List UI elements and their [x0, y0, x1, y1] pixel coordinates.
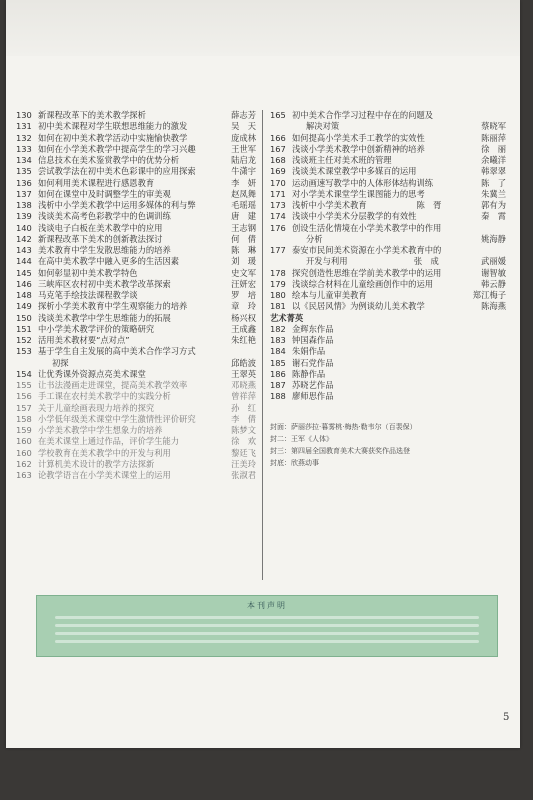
article-title-line: 美术教育中学生发散思维能力的培养 [38, 245, 171, 255]
toc-entry [270, 110, 506, 133]
toc-left-column [16, 110, 256, 481]
article-title-line: 浅谈美术高考色彩教学中的色调训练 [38, 211, 171, 222]
toc-entry [16, 380, 256, 391]
toc-entry [16, 189, 256, 200]
page-ref: 169 [270, 166, 286, 177]
article-title [292, 166, 481, 177]
article-title-line: 让书法漫画走进课堂，提高美术教学效率 [38, 380, 188, 390]
author: 陈 了 [481, 177, 506, 188]
author: 朱冀兰 [481, 188, 506, 199]
article-title [292, 369, 506, 380]
article-title-line: 开发与利用 张 成 [306, 256, 439, 267]
page-ref: 180 [270, 290, 286, 300]
toc-entry [16, 144, 256, 155]
article-title [292, 279, 481, 290]
author: 秦 霄 [481, 211, 506, 222]
article-title [292, 358, 506, 369]
notice-text-line [55, 624, 479, 627]
page-ref: 184 [270, 346, 286, 357]
article-title-line: 在美术课堂上通过作品，评价学生能力 [38, 436, 180, 447]
toc-entry [270, 133, 506, 144]
page-ref: 162 [16, 458, 32, 469]
author: 刘 瑗 [231, 256, 256, 267]
column-divider [262, 110, 263, 580]
article-title-line: 关于儿童绘画表现力培养的探究 [38, 402, 155, 413]
author: 徐 丽 [481, 143, 506, 154]
article-title-line: 新课程改革下的美术教学探析 [38, 110, 146, 120]
article-title-line: 浅析中小学美术教育 陈 胥 [292, 200, 442, 210]
article-title [292, 346, 506, 357]
toc-entry [270, 369, 506, 380]
article-title-line: 解决对策 [306, 121, 340, 132]
article-title-line: 三峡库区农村初中美术教学改革探索 [38, 278, 171, 289]
article-title [38, 256, 231, 267]
toc-entry [16, 290, 256, 301]
article-title [38, 144, 231, 155]
article-title [38, 200, 231, 211]
toc-entry [16, 245, 256, 256]
author: 陈梦文 [231, 425, 256, 435]
author: 邓晓燕 [231, 380, 256, 390]
author: 朱红艳 [231, 335, 256, 345]
article-title [292, 110, 481, 133]
article-title-line: 探析小学美术教育中学生观察能力的培养 [38, 301, 188, 312]
page-ref: 186 [270, 368, 286, 379]
toc-entry [16, 425, 256, 436]
article-title-line: 浅谈美术教学中学生思维能力的拓展 [38, 312, 171, 323]
article-title [38, 290, 231, 301]
author: 薛志芳 [231, 110, 256, 120]
author: 孙 红 [231, 402, 256, 413]
article-title [38, 178, 231, 189]
toc-entry [16, 391, 256, 402]
article-title-line: 浅谈综合材料在儿童绘画创作中的运用 [292, 278, 434, 289]
page-ref: 187 [270, 380, 286, 390]
toc-entry [16, 459, 256, 470]
article-title [292, 178, 481, 189]
toc-entry [270, 324, 506, 335]
cover-credits [270, 421, 506, 469]
toc-entry [16, 335, 256, 346]
article-title [292, 200, 481, 211]
article-title [38, 459, 231, 470]
toc-entry [270, 335, 506, 346]
page-ref: 143 [16, 245, 32, 255]
article-title-line: 论教学语言在小学美术课堂上的运用 [38, 470, 171, 480]
author: 李 妍 [231, 177, 256, 188]
page-ref: 181 [270, 301, 286, 312]
article-title-line: 浅谈班主任对美术班的管理 [292, 155, 392, 165]
article-title-line: 学校教育在美术教学中的开发与利用 [38, 447, 171, 458]
article-title [38, 436, 231, 447]
artwork-list [270, 324, 506, 403]
toc-entry [270, 144, 506, 155]
page-ref: 137 [16, 188, 32, 199]
article-title [292, 223, 481, 246]
page-ref: 179 [270, 278, 286, 289]
page-ref: 165 [270, 110, 286, 120]
article-title-line: 泰安市民间美术资源在小学美术教育中的 [292, 245, 442, 255]
article-title-line: 浅析中小学美术教学中运用多媒体的利与弊 [38, 200, 196, 210]
article-title [292, 324, 506, 335]
article-title-line: 如何利用美术课程进行感恩教育 [38, 177, 155, 188]
article-title-line: 马克笔手绘技法课程教学谈 [38, 290, 138, 300]
toc-entry [16, 324, 256, 335]
page-ref: 185 [270, 357, 286, 368]
article-title-line: 让优秀课外资源点亮美术课堂 [38, 368, 146, 379]
toc-entry [270, 346, 506, 357]
toc-entry [16, 436, 256, 447]
article-title-line: 如何在小学美术教学中提高学生的学习兴趣 [38, 143, 196, 154]
page-ref: 156 [16, 391, 32, 402]
page-ref: 133 [16, 143, 32, 154]
article-title-line: 以《民居风情》为例谈幼儿美术教学 [292, 301, 425, 312]
page-number: 5 [503, 712, 510, 723]
article-title [38, 425, 231, 436]
notice-title: 本刊声明 [247, 601, 287, 610]
author: 余曦洋 [481, 155, 506, 165]
article-title [38, 414, 231, 425]
page-ref: 171 [270, 188, 286, 199]
toc-entry [16, 121, 256, 132]
article-title-line: 如何彰显初中美术教学特色 [38, 267, 138, 278]
article-title [292, 380, 506, 391]
author: 王志钢 [231, 222, 256, 233]
page-ref: 144 [16, 256, 32, 267]
author: 谢智敏 [481, 267, 506, 278]
page-ref: 174 [270, 211, 286, 222]
page-ref: 182 [270, 323, 286, 334]
author: 陈丽萍 [481, 132, 506, 143]
toc-right-column [270, 110, 506, 469]
author: 郭有为 [481, 200, 506, 210]
cover-credit-line: 封底：欣燕动事 [270, 458, 319, 467]
article-title [38, 369, 231, 380]
toc-entry [16, 155, 256, 166]
article-title-line: 分析 [306, 233, 323, 244]
article-title-line: 尝试教学法在初中美术色彩课中的应用探索 [38, 166, 196, 177]
article-title-line: 对小学美术课堂学生课图能力的思考 [292, 188, 425, 199]
article-title-line: 金辉东作品 [292, 323, 334, 334]
author: 汪美玲 [231, 458, 256, 469]
top-bleed-band [6, 0, 520, 56]
article-title [292, 301, 481, 312]
article-title-line: 在高中美术教学中融入更多的生活因素 [38, 256, 180, 267]
page-ref: 148 [16, 290, 32, 300]
toc-entry [16, 178, 256, 189]
toc-entry [16, 313, 256, 324]
article-title-line: 谢石党作品 [292, 357, 334, 368]
toc-entry [16, 470, 256, 481]
toc-entry [16, 223, 256, 234]
toc-entry [16, 133, 256, 144]
toc-entry [16, 448, 256, 459]
toc-entry [16, 369, 256, 380]
page-ref: 170 [270, 177, 286, 188]
toc-entry [270, 358, 506, 369]
article-title-line: 如何提高小学美术手工教学的实效性 [292, 132, 425, 143]
page-ref: 183 [270, 335, 286, 345]
toc-entry [270, 223, 506, 246]
toc-entry [16, 110, 256, 121]
page-ref: 188 [270, 391, 286, 402]
page-ref: 140 [16, 222, 32, 233]
page-ref: 160 [16, 436, 32, 447]
toc-entry [270, 178, 506, 189]
article-title-line: 基于学生自主发展的高中美术合作学习方式 [38, 346, 196, 357]
page-ref: 145 [16, 267, 32, 278]
page-ref: 163 [16, 470, 32, 480]
cover-credit-line: 封面：萨丽莎拉·暮雾桃·梅热·勒韦尔（百裴保） [270, 422, 417, 431]
article-title-line: 运动画速写教学中的人体形体结构训练 [292, 177, 434, 188]
page-ref: 153 [16, 346, 32, 357]
article-title [38, 211, 231, 222]
page-ref: 131 [16, 121, 32, 132]
notice-text-line [55, 640, 479, 643]
article-title [38, 470, 231, 481]
toc-entry [270, 380, 506, 391]
article-title [292, 268, 481, 279]
article-title-line: 浅谈电子白板在美术教学中的应用 [38, 222, 163, 233]
toc-entry [270, 391, 506, 402]
article-title [38, 121, 231, 132]
toc-entry [16, 256, 256, 267]
toc-entry [16, 301, 256, 312]
author: 陈海燕 [481, 301, 506, 312]
article-title [38, 380, 231, 391]
article-title [292, 133, 481, 144]
author: 武丽媛 [481, 256, 506, 267]
toc-entry [270, 301, 506, 312]
article-title [292, 391, 506, 402]
article-title [38, 448, 231, 459]
author: 章 玲 [231, 301, 256, 312]
author: 陆启龙 [231, 155, 256, 165]
article-title [38, 234, 231, 245]
magazine-page [6, 0, 520, 748]
article-title [38, 279, 231, 290]
page-ref: 139 [16, 211, 32, 222]
notice-text-line [55, 616, 479, 619]
toc-entry [270, 200, 506, 211]
author: 韩云静 [481, 278, 506, 289]
article-title-line: 浅谈美术课堂教学中多媒百的运用 [292, 166, 417, 177]
article-title-line: 探究创造性思维在学前美术教学中的运用 [292, 267, 442, 278]
page-ref: 166 [270, 132, 286, 143]
article-title [38, 166, 231, 177]
author: 庞成林 [231, 132, 256, 143]
toc-entry [16, 200, 256, 211]
page-ref: 151 [16, 323, 32, 334]
article-title-line: 如何在初中美术教学活动中实施愉快教学 [38, 132, 188, 143]
article-title [38, 110, 231, 121]
article-title-line: 初探 [52, 357, 69, 368]
page-ref: 155 [16, 380, 32, 390]
page-ref: 168 [270, 155, 286, 165]
page-ref: 158 [16, 413, 32, 424]
page-ref: 152 [16, 335, 32, 345]
page-ref: 176 [270, 222, 286, 233]
page-ref: 160 [16, 447, 32, 458]
article-title [38, 335, 231, 346]
author: 曾祥萍 [231, 391, 256, 402]
page-ref: 136 [16, 177, 32, 188]
toc-entry [270, 211, 506, 222]
page-ref: 134 [16, 155, 32, 165]
page-ref: 178 [270, 267, 286, 278]
article-title-line: 中小学美术教学评价的策略研究 [38, 323, 155, 334]
section-heading: 艺术菁英 [270, 312, 304, 323]
article-title-line: 陈静作品 [292, 368, 326, 379]
page-ref: 167 [270, 143, 286, 154]
page-ref: 138 [16, 200, 32, 210]
article-title-line: 浅谈小学美术教学中创新精神的培养 [292, 143, 425, 154]
author: 邱皓波 [231, 357, 256, 368]
page-ref: 135 [16, 166, 32, 177]
page-ref: 146 [16, 278, 32, 289]
article-title-line: 活用美术教材要“点对点” [38, 335, 130, 345]
article-title-line: 绘本与儿童审美教育 [292, 290, 367, 300]
author: 李 倩 [231, 413, 256, 424]
author: 杨兴权 [231, 312, 256, 323]
page-ref: 130 [16, 110, 32, 120]
toc-entry [16, 211, 256, 222]
author: 姚海静 [481, 233, 506, 244]
article-title [38, 155, 231, 166]
toc-entry [270, 290, 506, 301]
article-title-line: 小学美术教学中学生想象力的培养 [38, 425, 163, 435]
author: 黎廷飞 [231, 447, 256, 458]
article-title-line: 小学低年级美术课堂中学生激情性评价研究 [38, 413, 196, 424]
article-title [38, 403, 231, 414]
article-title-line: 初中美术课程对学生联想思维能力的激发 [38, 121, 188, 132]
toc-right-list [270, 110, 506, 313]
article-title [38, 223, 231, 234]
page-ref: 154 [16, 368, 32, 379]
article-title [292, 155, 481, 166]
page-ref: 149 [16, 301, 32, 312]
toc-entry [16, 346, 256, 369]
author: 王世军 [231, 143, 256, 154]
article-title-line: 如何在课堂中及时调整学生的审美观 [38, 188, 171, 199]
page-ref: 157 [16, 402, 32, 413]
article-title [292, 211, 481, 222]
notice-text-line [55, 632, 479, 635]
toc-entry [16, 279, 256, 290]
author: 张淑君 [231, 470, 256, 480]
article-title-line: 创设生活化情境在小学美术教学中的作用 [292, 222, 442, 233]
author: 陈 琳 [231, 245, 256, 255]
article-title [38, 313, 231, 324]
toc-entry [16, 403, 256, 414]
author: 汪妍宏 [231, 278, 256, 289]
toc-entry [270, 155, 506, 166]
author: 徐 欢 [231, 436, 256, 447]
article-title-line: 廖师思作品 [292, 391, 334, 402]
page-ref: 173 [270, 200, 286, 210]
article-title-line: 手工课在农村美术教学中的实践分析 [38, 391, 171, 402]
notice-box [36, 595, 498, 657]
page-ref: 177 [270, 245, 286, 255]
author: 韩翠翠 [481, 166, 506, 177]
author: 罗 培 [231, 290, 256, 300]
toc-entry [16, 414, 256, 425]
author: 史文军 [231, 267, 256, 278]
article-title-line: 初中美术合作学习过程中存在的问题及 [292, 110, 434, 120]
page-ref: 132 [16, 132, 32, 143]
author: 蔡晓军 [481, 121, 506, 132]
article-title [292, 290, 473, 301]
article-title [292, 335, 506, 346]
author: 唐 建 [231, 211, 256, 222]
article-title [38, 324, 231, 335]
article-title-line: 钟国森作品 [292, 335, 334, 345]
toc-entry [270, 279, 506, 290]
article-title-line: 朱娟作品 [292, 346, 326, 357]
page-ref: 159 [16, 425, 32, 435]
article-title [292, 189, 481, 200]
article-title [38, 268, 231, 279]
author: 王成鑫 [231, 323, 256, 334]
article-title [38, 133, 231, 144]
author: 郑江梅子 [472, 290, 506, 300]
author: 王翠英 [231, 368, 256, 379]
article-title-line: 信息技术在美术鉴赏教学中的优势分析 [38, 155, 180, 165]
article-title [292, 144, 481, 155]
author: 吴 天 [231, 121, 256, 132]
cover-credit-line: 封二：王军《人体》 [270, 434, 333, 443]
toc-entry [270, 245, 506, 268]
toc-entry [270, 268, 506, 279]
article-title-line: 新课程改革下美术的创新教法探讨 [38, 233, 163, 244]
toc-entry [270, 166, 506, 177]
author: 赵凤舞 [231, 188, 256, 199]
cover-credit-line: 封三：第四届全国教育美术大赛获奖作品选登 [270, 446, 410, 455]
article-title [38, 301, 231, 312]
page-ref: 142 [16, 233, 32, 244]
toc-entry [16, 234, 256, 245]
article-title-line: 浅谈中小学美术分层教学的有效性 [292, 211, 417, 222]
page-ref: 150 [16, 312, 32, 323]
author: 牛潇宇 [231, 166, 256, 177]
toc-entry [16, 268, 256, 279]
article-title [38, 189, 231, 200]
toc-entry [16, 166, 256, 177]
author: 何 倩 [231, 233, 256, 244]
article-title-line: 计算机美术设计的教学方法探新 [38, 458, 155, 469]
article-title [292, 245, 481, 268]
article-title [38, 391, 231, 402]
author: 毛瑶瑶 [231, 200, 256, 210]
article-title [38, 245, 231, 256]
article-title-line: 苏晓艺作品 [292, 380, 334, 390]
toc-entry [270, 189, 506, 200]
article-title [38, 346, 231, 369]
